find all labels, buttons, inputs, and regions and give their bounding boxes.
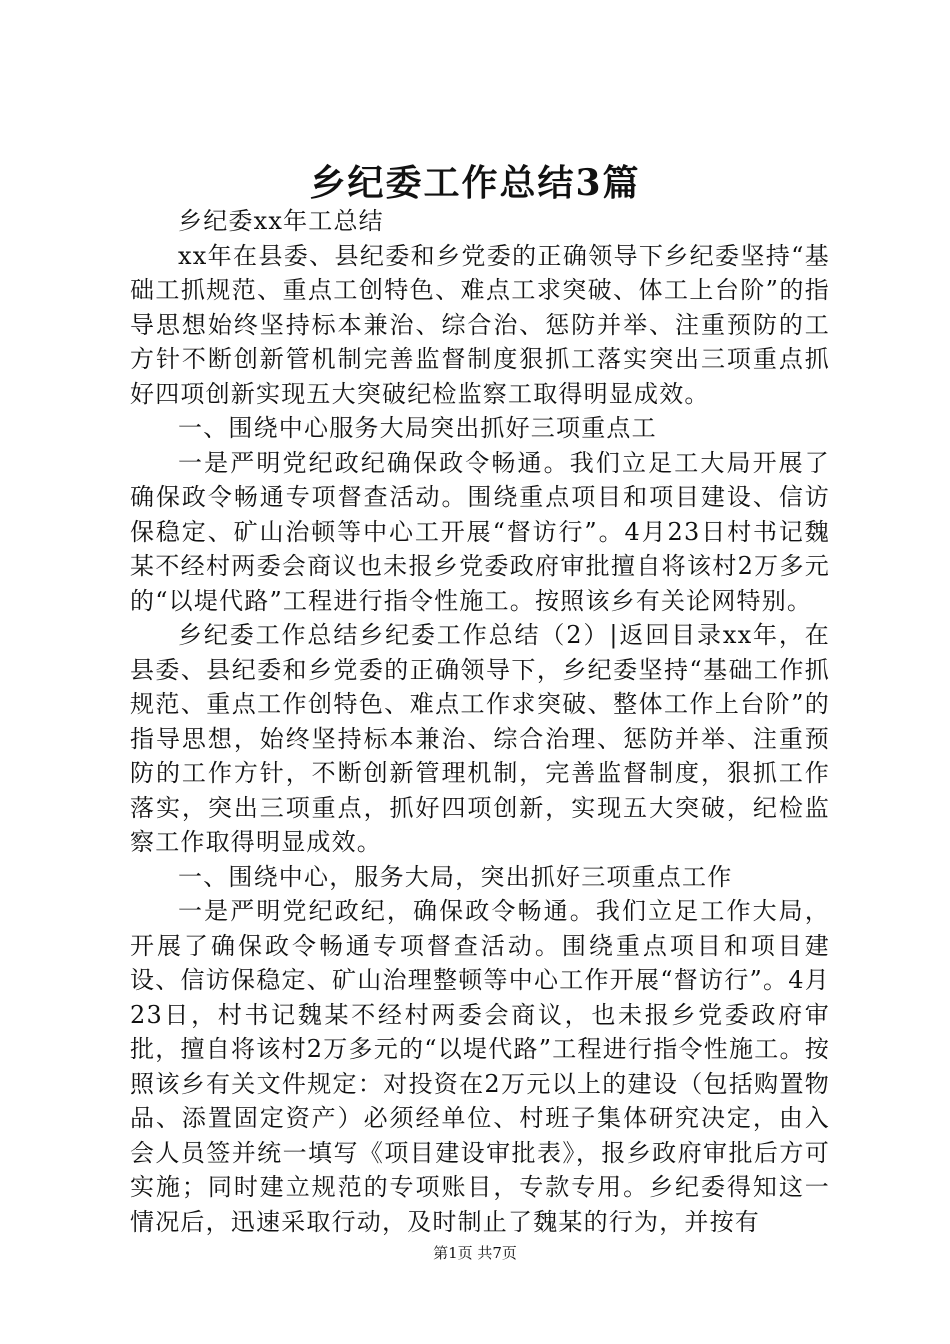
paragraph: 一是严明党纪政纪确保政令畅通。我们立足工大局开展了确保政令畅通专项督查活动。围绕重点项目和项目建设、信访保稳定、矿山治顿等中心工开展“督访行”。4月23日村书记魏某不经村两委会商议也未报乡党委政府审批擅自将该村2万多元的“以堤代路”工程进行指令性施工。按照该乡有关论网特别。 (130, 448, 830, 615)
document-body (130, 204, 830, 1239)
document-title: 乡纪委工作总结3篇 (309, 162, 641, 204)
paragraph-heading: 乡纪委xx年工总结 (178, 207, 384, 235)
section-heading: 一、围绕中心，服务大局，突出抓好三项重点工作 (178, 862, 733, 891)
paragraph: xx年在县委、县纪委和乡党委的正确领导下乡纪委坚持“基础工抓规范、重点工创特色、难点工求突破、体工上台阶”的指导思想始终坚持标本兼治、综合治、惩防并举、注重预防的工方针不断创新管机制完善监督制度狠抓工落实突出三项重点抓好四项创新实现五大突破纪检监察工取得明显成效。 (130, 241, 830, 408)
paragraph: 乡纪委工作总结乡纪委工作总结（2）|返回目录xx年，在县委、县纪委和乡党委的正确领导下，乡纪委坚持“基础工作抓规范、重点工作创特色、难点工作求突破、整体工作上台阶”的指导思想，始终坚持标本兼治、综合治理、惩防并举、注重预防的工作方针，不断创新管理机制，完善监督制度，狠抓工作落实，突出三项重点，抓好四项创新，实现五大突破，纪检监察工作取得明显成效。 (130, 621, 830, 856)
paragraph: 一是严明党纪政纪，确保政令畅通。我们立足工作大局，开展了确保政令畅通专项督查活动。围绕重点项目和项目建设、信访保稳定、矿山治理整顿等中心工作开展“督访行”。4月23日，村书记魏某不经村两委会商议，也未报乡党委政府审批，擅自将该村2万多元的“以堤代路”工程进行指令性施工。按照该乡有关文件规定：对投资在2万元以上的建设（包括购置物品、添置固定资产）必须经单位、村班子集体研究决定，由入会人员签并统一填写《项目建设审批表》，报乡政府审批后方可实施；同时建立规范的专项账目，专款专用。乡纪委得知这一情况后，迅速采取行动，及时制止了魏某的行为，并按有 (130, 897, 830, 1236)
section-heading: 一、围绕中心服务大局突出抓好三项重点工 (178, 414, 657, 442)
page-number-footer: 第1页 共7页 (433, 1244, 517, 1262)
